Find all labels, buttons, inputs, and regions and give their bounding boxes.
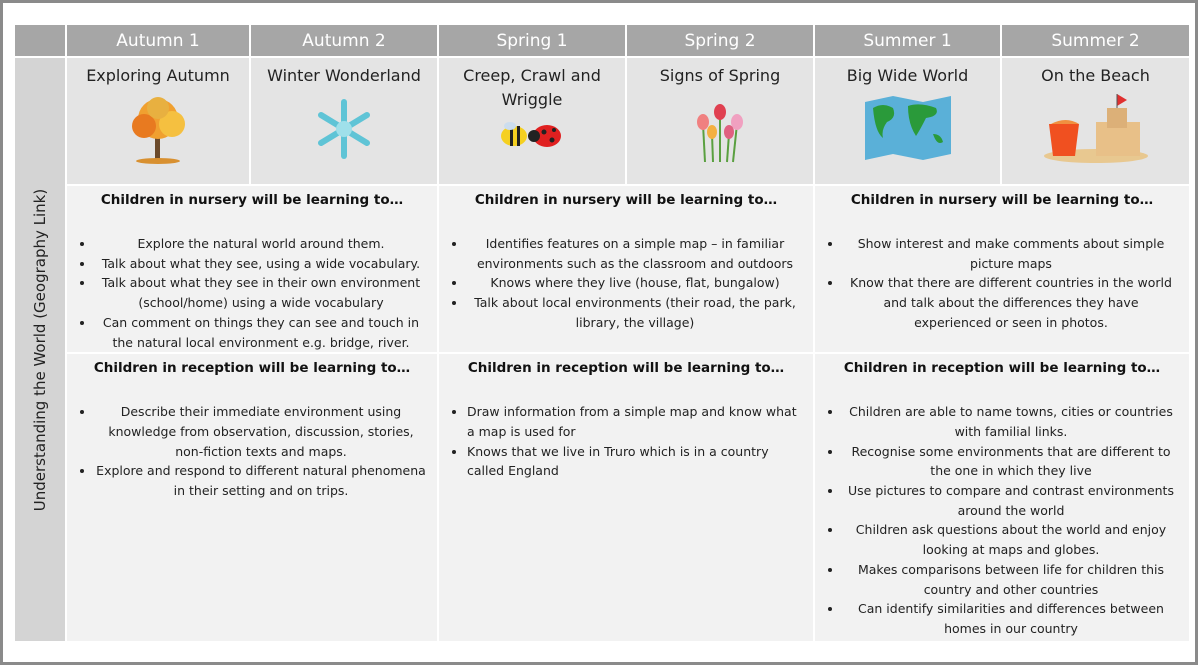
list-item: • Knows that we live in Truro which is in a country called England [467, 442, 803, 481]
theme-cell [250, 57, 438, 185]
list-item: • Can comment on things they can see and touch in the natural local environment e.g. bridge, river. [95, 313, 427, 352]
reception-autumn-cell [66, 353, 438, 642]
list-item: • Explore and respond to different natural phenomena in their setting and on trips. [95, 461, 427, 500]
theme-cell [438, 57, 626, 185]
list-item: • Talk about what they see in their own environment (school/home) using a wide vocabulary [95, 273, 427, 312]
list-item: • Knows where they live (house, flat, bungalow) [467, 273, 803, 293]
nursery-summer-cell [814, 185, 1190, 353]
header-row [14, 24, 1190, 57]
nursery-autumn-cell [66, 185, 438, 353]
corner-cell [14, 24, 66, 57]
term-autumn-2: Autumn 2 [250, 24, 438, 57]
tulips-icon [685, 94, 755, 164]
term-spring-1: Spring 1 [438, 24, 626, 57]
theme-title: Signs of Spring [659, 66, 781, 85]
sandcastle-icon [1041, 94, 1151, 164]
list-item: • Children ask questions about the world and enjoy looking at maps and globes. [843, 520, 1179, 559]
theme-cell [66, 57, 250, 185]
snowflake-icon [309, 94, 379, 164]
list-item: • Talk about local environments (their road, the park, library, the village) [467, 293, 803, 332]
list-item: • Can identify similarities and differences between homes in our country [843, 599, 1179, 638]
reception-summer-cell [814, 353, 1190, 642]
world-map-icon [863, 94, 953, 160]
bee-ladybird-icon [492, 118, 572, 152]
theme-cell [1001, 57, 1190, 185]
subject-label: Understanding the World (Geography Link) [31, 188, 49, 511]
list-item: • Identifies features on a simple map – in familiar environments such as the classroom and outdoors [467, 234, 803, 273]
nursery-heading: Children in nursery will be learning to… [474, 192, 778, 208]
theme-title: Exploring Autumn [86, 66, 230, 85]
nursery-spring-cell [438, 185, 814, 353]
theme-title: Big Wide World [846, 66, 969, 85]
theme-title: Creep, Crawl and Wriggle [463, 66, 601, 109]
list-item: • Draw information from a simple map and know what a map is used for [467, 402, 803, 441]
term-summer-2: Summer 2 [1001, 24, 1190, 57]
theme-cell [626, 57, 814, 185]
theme-cell [814, 57, 1001, 185]
nursery-heading: Children in nursery will be learning to… [850, 192, 1154, 208]
reception-heading: Children in reception will be learning to… [93, 360, 411, 377]
reception-heading: Children in reception will be learning to… [467, 360, 785, 377]
list-item: • Know that there are different countries in the world and talk about the differences they have experienced or seen in photos. [843, 273, 1179, 332]
theme-row [14, 57, 1190, 185]
subject-label-cell [14, 57, 66, 642]
reception-row [14, 353, 1190, 642]
term-autumn-1: Autumn 1 [66, 24, 250, 57]
nursery-heading: Children in nursery will be learning to… [100, 192, 404, 208]
reception-spring-cell [438, 353, 814, 642]
term-spring-2: Spring 2 [626, 24, 814, 57]
term-summer-1: Summer 1 [814, 24, 1001, 57]
list-item: • Recognise some environments that are different to the one in which they live [843, 442, 1179, 481]
list-item: • Show interest and make comments about simple picture maps [843, 234, 1179, 273]
list-item: • Explore the natural world around them. [95, 234, 427, 254]
nursery-row [14, 185, 1190, 353]
list-item: • Makes comparisons between life for children this country and other countries [843, 560, 1179, 599]
curriculum-table [13, 23, 1191, 643]
list-item: • Describe their immediate environment using knowledge from observation, discussion, stories, non-fiction texts and maps. [95, 402, 427, 461]
theme-title: On the Beach [1041, 66, 1150, 85]
autumn-tree-icon [118, 94, 198, 164]
list-item: • Children are able to name towns, cities or countries with familial links. [843, 402, 1179, 441]
reception-heading: Children in reception will be learning to… [843, 360, 1161, 377]
list-item: • Talk about what they see, using a wide vocabulary. [95, 254, 427, 274]
list-item: • Use pictures to compare and contrast environments around the world [843, 481, 1179, 520]
theme-title: Winter Wonderland [267, 66, 421, 85]
